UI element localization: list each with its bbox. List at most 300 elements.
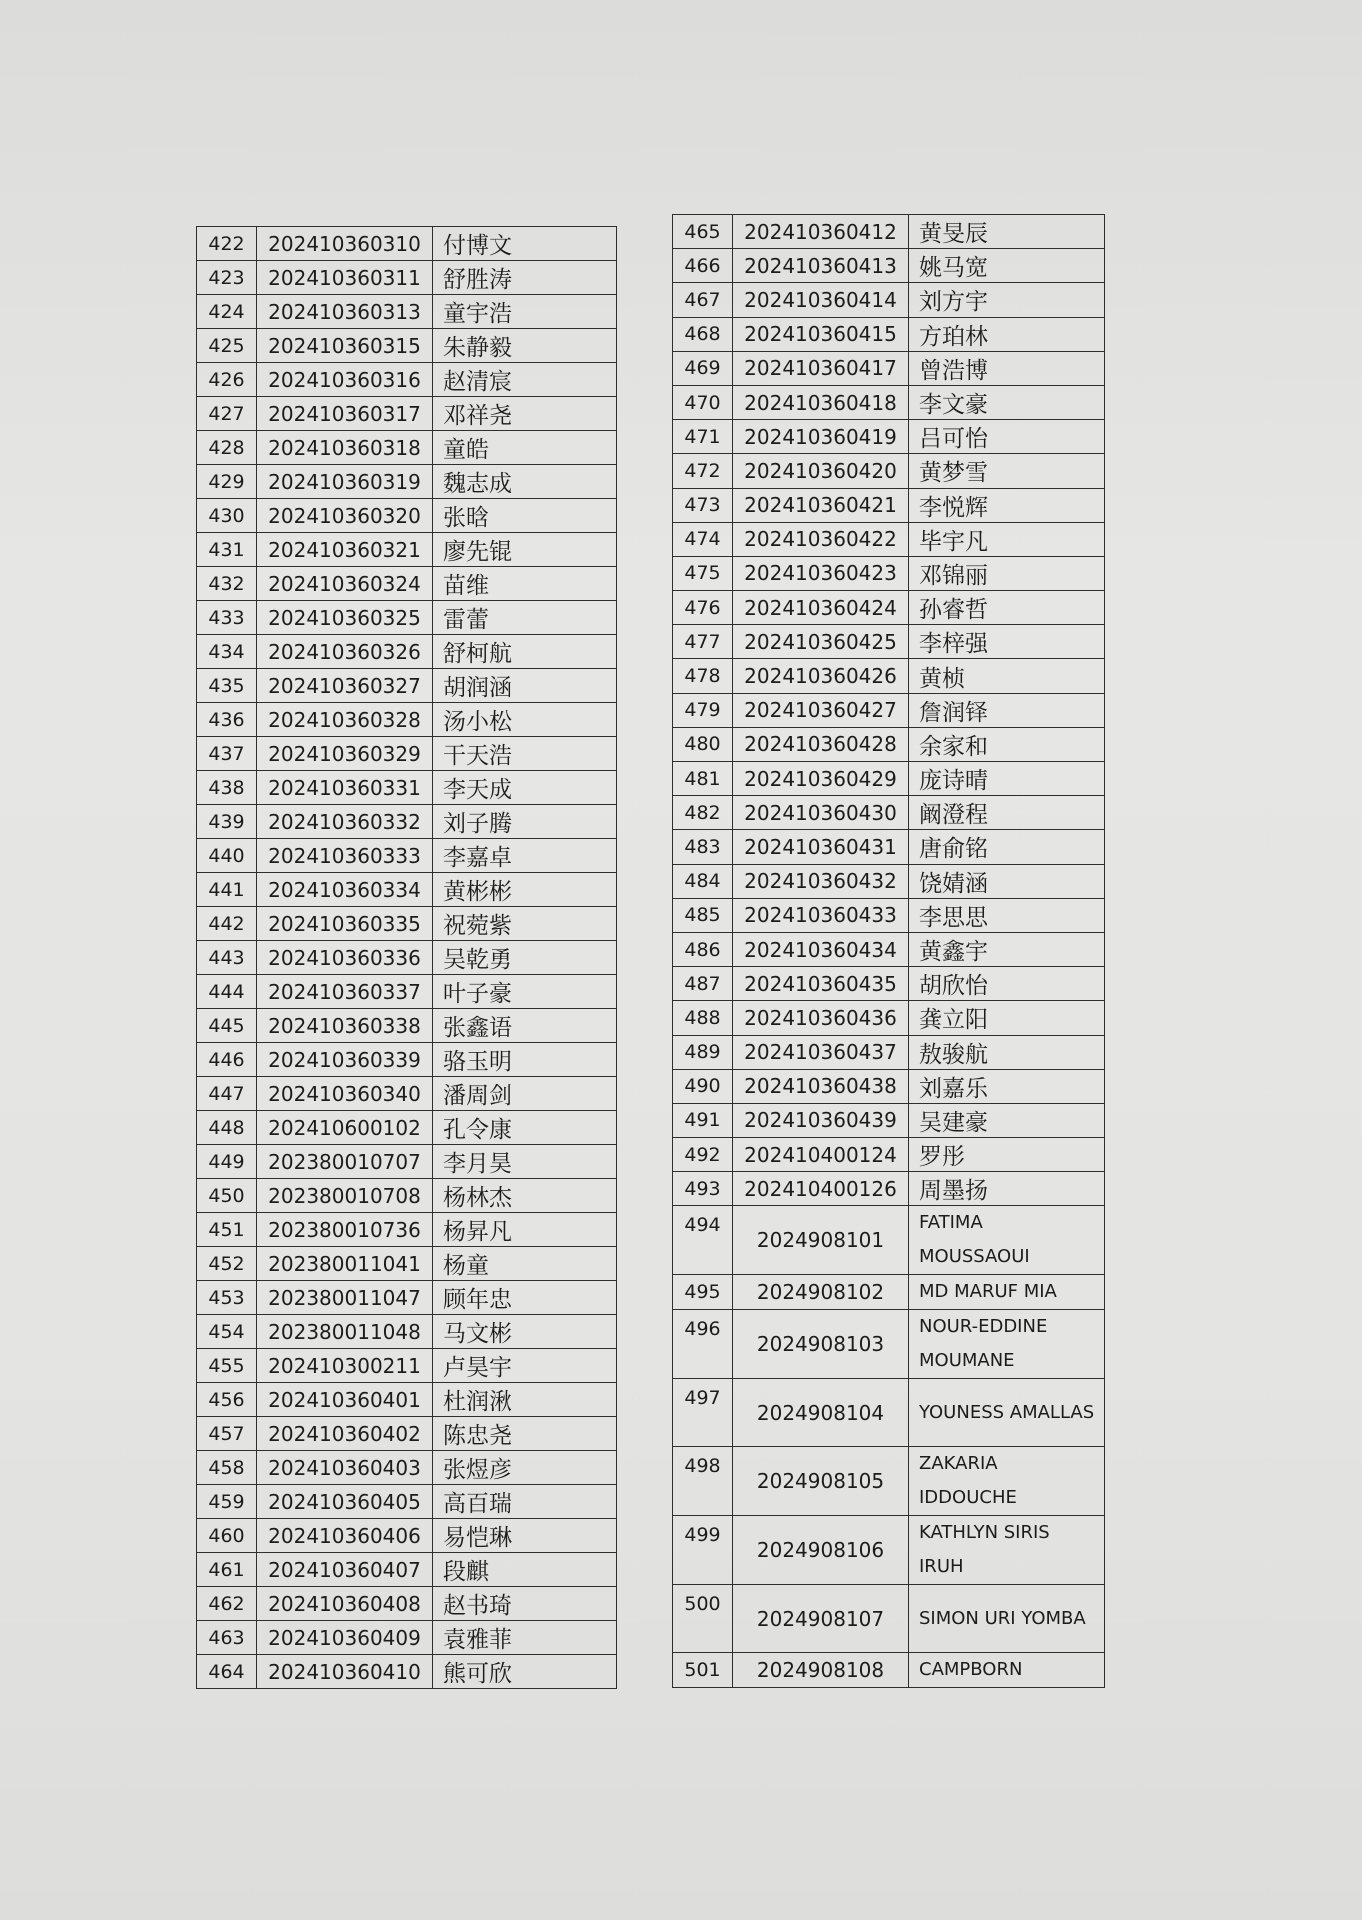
student-id: 202410360403 bbox=[257, 1451, 433, 1485]
row-number: 482 bbox=[673, 796, 733, 830]
student-id: 202410360331 bbox=[257, 771, 433, 805]
row-number: 498 bbox=[673, 1447, 733, 1516]
table-row bbox=[197, 1587, 617, 1621]
student-name: 杨昇凡 bbox=[433, 1213, 617, 1247]
table-row bbox=[197, 397, 617, 431]
row-number: 452 bbox=[197, 1247, 257, 1281]
row-number: 485 bbox=[673, 898, 733, 932]
row-number: 427 bbox=[197, 397, 257, 431]
student-name: 朱静毅 bbox=[433, 329, 617, 363]
table-row bbox=[197, 1451, 617, 1485]
row-number: 487 bbox=[673, 967, 733, 1001]
student-name: CAMPBORN bbox=[909, 1653, 1105, 1688]
table-row bbox=[673, 898, 1105, 932]
table-row bbox=[673, 1447, 1105, 1516]
student-name: 黄旻辰 bbox=[909, 215, 1105, 249]
table-row bbox=[673, 967, 1105, 1001]
table-row bbox=[673, 249, 1105, 283]
student-id: 202380011047 bbox=[257, 1281, 433, 1315]
row-number: 450 bbox=[197, 1179, 257, 1213]
row-number: 423 bbox=[197, 261, 257, 295]
row-number: 435 bbox=[197, 669, 257, 703]
student-id: 202380010708 bbox=[257, 1179, 433, 1213]
table-row bbox=[673, 1275, 1105, 1310]
table-row bbox=[197, 1383, 617, 1417]
student-id: 202410400126 bbox=[733, 1172, 909, 1206]
student-id: 202410600102 bbox=[257, 1111, 433, 1145]
row-number: 439 bbox=[197, 805, 257, 839]
student-id: 202410400124 bbox=[733, 1138, 909, 1172]
row-number: 472 bbox=[673, 454, 733, 488]
student-id: 202410360414 bbox=[733, 283, 909, 317]
student-name: 饶婧涵 bbox=[909, 864, 1105, 898]
row-number: 451 bbox=[197, 1213, 257, 1247]
table-row bbox=[673, 1653, 1105, 1688]
student-name: SIMON URI YOMBA bbox=[909, 1585, 1105, 1653]
student-name: 方珀林 bbox=[909, 317, 1105, 351]
student-name: 毕宇凡 bbox=[909, 522, 1105, 556]
student-id: 202410360336 bbox=[257, 941, 433, 975]
student-name: 阚澄程 bbox=[909, 796, 1105, 830]
student-name: 张煜彦 bbox=[433, 1451, 617, 1485]
table-row bbox=[673, 1206, 1105, 1275]
student-id: 202410360313 bbox=[257, 295, 433, 329]
row-number: 468 bbox=[673, 317, 733, 351]
table-row bbox=[673, 727, 1105, 761]
student-name: YOUNESS AMALLAS bbox=[909, 1379, 1105, 1447]
student-name: MD MARUF MIA bbox=[909, 1275, 1105, 1310]
row-number: 492 bbox=[673, 1138, 733, 1172]
row-number: 486 bbox=[673, 932, 733, 966]
student-name: 廖先锟 bbox=[433, 533, 617, 567]
student-name: 罗彤 bbox=[909, 1138, 1105, 1172]
student-id: 202410360332 bbox=[257, 805, 433, 839]
student-id: 202410360337 bbox=[257, 975, 433, 1009]
student-id: 202410360435 bbox=[733, 967, 909, 1001]
row-number: 478 bbox=[673, 659, 733, 693]
table-row bbox=[197, 1349, 617, 1383]
student-id: 2024908103 bbox=[733, 1310, 909, 1379]
row-number: 500 bbox=[673, 1585, 733, 1653]
student-id: 202410360310 bbox=[257, 227, 433, 261]
table-row bbox=[197, 1111, 617, 1145]
table-row bbox=[673, 351, 1105, 385]
student-name: 张晗 bbox=[433, 499, 617, 533]
student-id: 202410360426 bbox=[733, 659, 909, 693]
student-id: 202410360431 bbox=[733, 830, 909, 864]
row-number: 446 bbox=[197, 1043, 257, 1077]
student-id: 202410360429 bbox=[733, 762, 909, 796]
table-row bbox=[197, 533, 617, 567]
row-number: 428 bbox=[197, 431, 257, 465]
table-row bbox=[197, 295, 617, 329]
table-row bbox=[673, 283, 1105, 317]
student-id: 202410360413 bbox=[733, 249, 909, 283]
row-number: 458 bbox=[197, 1451, 257, 1485]
student-name: 熊可欣 bbox=[433, 1655, 617, 1689]
row-number: 461 bbox=[197, 1553, 257, 1587]
row-number: 444 bbox=[197, 975, 257, 1009]
student-name: 童皓 bbox=[433, 431, 617, 465]
student-id: 202410360327 bbox=[257, 669, 433, 703]
student-id: 202410360315 bbox=[257, 329, 433, 363]
student-id: 202410360311 bbox=[257, 261, 433, 295]
table-row bbox=[197, 805, 617, 839]
row-number: 454 bbox=[197, 1315, 257, 1349]
student-name: 马文彬 bbox=[433, 1315, 617, 1349]
table-row bbox=[673, 693, 1105, 727]
table-row bbox=[673, 454, 1105, 488]
row-number: 480 bbox=[673, 727, 733, 761]
table-row bbox=[197, 1417, 617, 1451]
table-row bbox=[673, 762, 1105, 796]
table-row bbox=[673, 1172, 1105, 1206]
table-row bbox=[673, 1138, 1105, 1172]
student-id: 202410360417 bbox=[733, 351, 909, 385]
table-row bbox=[197, 567, 617, 601]
row-number: 424 bbox=[197, 295, 257, 329]
table-row bbox=[197, 363, 617, 397]
row-number: 445 bbox=[197, 1009, 257, 1043]
table-row bbox=[197, 227, 617, 261]
row-number: 462 bbox=[197, 1587, 257, 1621]
student-id: 202410360430 bbox=[733, 796, 909, 830]
table-row bbox=[673, 215, 1105, 249]
student-name: 胡润涵 bbox=[433, 669, 617, 703]
row-number: 484 bbox=[673, 864, 733, 898]
student-id: 202410360433 bbox=[733, 898, 909, 932]
student-id: 202410360333 bbox=[257, 839, 433, 873]
student-name: 黄彬彬 bbox=[433, 873, 617, 907]
student-id: 202410360328 bbox=[257, 703, 433, 737]
table-row bbox=[197, 975, 617, 1009]
row-number: 441 bbox=[197, 873, 257, 907]
row-number: 494 bbox=[673, 1206, 733, 1275]
table-row bbox=[197, 1621, 617, 1655]
student-name: 吕可怡 bbox=[909, 420, 1105, 454]
row-number: 433 bbox=[197, 601, 257, 635]
student-name: 魏志成 bbox=[433, 465, 617, 499]
table-row bbox=[197, 669, 617, 703]
student-id: 202410360326 bbox=[257, 635, 433, 669]
row-number: 443 bbox=[197, 941, 257, 975]
student-name: 余家和 bbox=[909, 727, 1105, 761]
row-number: 489 bbox=[673, 1035, 733, 1069]
table-row bbox=[197, 1145, 617, 1179]
student-id: 202410360401 bbox=[257, 1383, 433, 1417]
table-row bbox=[673, 591, 1105, 625]
row-number: 483 bbox=[673, 830, 733, 864]
student-name: 龚立阳 bbox=[909, 1001, 1105, 1035]
table-row bbox=[673, 1310, 1105, 1379]
student-name: 吴建豪 bbox=[909, 1103, 1105, 1137]
table-row bbox=[197, 907, 617, 941]
student-name: 杨林杰 bbox=[433, 1179, 617, 1213]
row-number: 426 bbox=[197, 363, 257, 397]
student-name: 邓锦丽 bbox=[909, 556, 1105, 590]
student-name: 高百瑞 bbox=[433, 1485, 617, 1519]
student-name: 杜润湫 bbox=[433, 1383, 617, 1417]
row-number: 467 bbox=[673, 283, 733, 317]
student-id: 202410360317 bbox=[257, 397, 433, 431]
student-name: 庞诗晴 bbox=[909, 762, 1105, 796]
student-id: 202410360329 bbox=[257, 737, 433, 771]
student-id: 202410360421 bbox=[733, 488, 909, 522]
student-name: 李嘉卓 bbox=[433, 839, 617, 873]
table-row bbox=[197, 465, 617, 499]
student-id: 202410360402 bbox=[257, 1417, 433, 1451]
student-name: 汤小松 bbox=[433, 703, 617, 737]
row-number: 475 bbox=[673, 556, 733, 590]
row-number: 469 bbox=[673, 351, 733, 385]
student-name: 叶子豪 bbox=[433, 975, 617, 1009]
student-name: 李思思 bbox=[909, 898, 1105, 932]
student-id: 2024908102 bbox=[733, 1275, 909, 1310]
student-name: 陈忠尧 bbox=[433, 1417, 617, 1451]
table-row bbox=[197, 1213, 617, 1247]
row-number: 432 bbox=[197, 567, 257, 601]
table-row bbox=[673, 1516, 1105, 1585]
table-row bbox=[673, 1001, 1105, 1035]
student-id: 202410360423 bbox=[733, 556, 909, 590]
student-id: 2024908105 bbox=[733, 1447, 909, 1516]
row-number: 449 bbox=[197, 1145, 257, 1179]
table-row bbox=[197, 261, 617, 295]
student-id: 202380011041 bbox=[257, 1247, 433, 1281]
student-name: 李悦辉 bbox=[909, 488, 1105, 522]
student-name: 邓祥尧 bbox=[433, 397, 617, 431]
student-id: 202410360325 bbox=[257, 601, 433, 635]
student-table-left bbox=[196, 226, 617, 1689]
student-name: 张鑫语 bbox=[433, 1009, 617, 1043]
row-number: 491 bbox=[673, 1103, 733, 1137]
student-id: 202410360415 bbox=[733, 317, 909, 351]
student-id: 202410360420 bbox=[733, 454, 909, 488]
table-row bbox=[673, 1069, 1105, 1103]
student-name: 干天浩 bbox=[433, 737, 617, 771]
row-number: 490 bbox=[673, 1069, 733, 1103]
row-number: 496 bbox=[673, 1310, 733, 1379]
row-number: 430 bbox=[197, 499, 257, 533]
student-name: 骆玉明 bbox=[433, 1043, 617, 1077]
student-name: 段麒 bbox=[433, 1553, 617, 1587]
student-id: 202410360338 bbox=[257, 1009, 433, 1043]
row-number: 463 bbox=[197, 1621, 257, 1655]
student-table-right bbox=[672, 214, 1105, 1688]
student-name: 顾年忠 bbox=[433, 1281, 617, 1315]
student-name: 李天成 bbox=[433, 771, 617, 805]
row-number: 499 bbox=[673, 1516, 733, 1585]
table-row bbox=[197, 499, 617, 533]
table-row bbox=[197, 1077, 617, 1111]
student-name: 童宇浩 bbox=[433, 295, 617, 329]
row-number: 493 bbox=[673, 1172, 733, 1206]
row-number: 453 bbox=[197, 1281, 257, 1315]
table-row bbox=[197, 329, 617, 363]
student-name: 吴乾勇 bbox=[433, 941, 617, 975]
student-name: 姚马宽 bbox=[909, 249, 1105, 283]
student-id: 202410360436 bbox=[733, 1001, 909, 1035]
row-number: 429 bbox=[197, 465, 257, 499]
table-row bbox=[197, 635, 617, 669]
table-row bbox=[673, 556, 1105, 590]
table-row bbox=[673, 1379, 1105, 1447]
row-number: 455 bbox=[197, 1349, 257, 1383]
student-id: 202410360412 bbox=[733, 215, 909, 249]
row-number: 470 bbox=[673, 385, 733, 419]
student-id: 2024908104 bbox=[733, 1379, 909, 1447]
row-number: 436 bbox=[197, 703, 257, 737]
table-row bbox=[197, 771, 617, 805]
table-row bbox=[197, 703, 617, 737]
table-row bbox=[197, 1655, 617, 1689]
student-table-left-body bbox=[197, 227, 617, 1689]
student-name: 卢昊宇 bbox=[433, 1349, 617, 1383]
student-id: 2024908107 bbox=[733, 1585, 909, 1653]
student-table-right-body bbox=[673, 215, 1105, 1688]
student-id: 202410360318 bbox=[257, 431, 433, 465]
student-name: 付博文 bbox=[433, 227, 617, 261]
student-id: 202410360406 bbox=[257, 1519, 433, 1553]
row-number: 460 bbox=[197, 1519, 257, 1553]
table-row bbox=[197, 1281, 617, 1315]
student-name: NOUR-EDDINE MOUMANE bbox=[909, 1310, 1105, 1379]
table-row bbox=[197, 839, 617, 873]
student-id: 202410360427 bbox=[733, 693, 909, 727]
row-number: 456 bbox=[197, 1383, 257, 1417]
student-name: 唐俞铭 bbox=[909, 830, 1105, 864]
row-number: 471 bbox=[673, 420, 733, 454]
student-id: 2024908106 bbox=[733, 1516, 909, 1585]
student-name: 赵清宸 bbox=[433, 363, 617, 397]
row-number: 488 bbox=[673, 1001, 733, 1035]
table-row bbox=[673, 864, 1105, 898]
student-id: 202410360419 bbox=[733, 420, 909, 454]
student-id: 202410360340 bbox=[257, 1077, 433, 1111]
row-number: 497 bbox=[673, 1379, 733, 1447]
student-id: 202410360405 bbox=[257, 1485, 433, 1519]
student-name: 黄桢 bbox=[909, 659, 1105, 693]
student-id: 202410360339 bbox=[257, 1043, 433, 1077]
table-row bbox=[197, 941, 617, 975]
table-row bbox=[673, 385, 1105, 419]
row-number: 425 bbox=[197, 329, 257, 363]
table-row bbox=[673, 420, 1105, 454]
row-number: 434 bbox=[197, 635, 257, 669]
student-id: 202410360422 bbox=[733, 522, 909, 556]
row-number: 431 bbox=[197, 533, 257, 567]
table-row bbox=[673, 1103, 1105, 1137]
student-name: 孙睿哲 bbox=[909, 591, 1105, 625]
student-name: 詹润铎 bbox=[909, 693, 1105, 727]
row-number: 495 bbox=[673, 1275, 733, 1310]
student-name: 孔令康 bbox=[433, 1111, 617, 1145]
table-row bbox=[673, 796, 1105, 830]
row-number: 473 bbox=[673, 488, 733, 522]
student-id: 202410360437 bbox=[733, 1035, 909, 1069]
row-number: 501 bbox=[673, 1653, 733, 1688]
student-name: FATIMA MOUSSAOUI bbox=[909, 1206, 1105, 1275]
student-name: 舒柯航 bbox=[433, 635, 617, 669]
table-row bbox=[673, 1035, 1105, 1069]
table-row bbox=[197, 1553, 617, 1587]
row-number: 440 bbox=[197, 839, 257, 873]
student-name: 潘周剑 bbox=[433, 1077, 617, 1111]
table-row bbox=[673, 932, 1105, 966]
student-name: 黄梦雪 bbox=[909, 454, 1105, 488]
row-number: 466 bbox=[673, 249, 733, 283]
table-row bbox=[673, 1585, 1105, 1653]
row-number: 464 bbox=[197, 1655, 257, 1689]
row-number: 448 bbox=[197, 1111, 257, 1145]
student-name: 李文豪 bbox=[909, 385, 1105, 419]
student-name: 袁雅菲 bbox=[433, 1621, 617, 1655]
table-row bbox=[673, 317, 1105, 351]
table-row bbox=[673, 625, 1105, 659]
row-number: 481 bbox=[673, 762, 733, 796]
student-id: 202410360324 bbox=[257, 567, 433, 601]
student-name: 易恺琳 bbox=[433, 1519, 617, 1553]
row-number: 442 bbox=[197, 907, 257, 941]
student-name: 黄鑫宇 bbox=[909, 932, 1105, 966]
student-name: 敖骏航 bbox=[909, 1035, 1105, 1069]
table-row bbox=[197, 431, 617, 465]
student-name: 雷蕾 bbox=[433, 601, 617, 635]
student-name: 李月昊 bbox=[433, 1145, 617, 1179]
student-id: 202410360408 bbox=[257, 1587, 433, 1621]
table-row bbox=[197, 873, 617, 907]
row-number: 465 bbox=[673, 215, 733, 249]
student-id: 202410360320 bbox=[257, 499, 433, 533]
row-number: 459 bbox=[197, 1485, 257, 1519]
table-row bbox=[197, 1519, 617, 1553]
table-row bbox=[197, 1315, 617, 1349]
student-name: 刘嘉乐 bbox=[909, 1069, 1105, 1103]
table-row bbox=[197, 601, 617, 635]
student-name: KATHLYN SIRIS IRUH bbox=[909, 1516, 1105, 1585]
table-row bbox=[197, 1179, 617, 1213]
student-id: 202410360334 bbox=[257, 873, 433, 907]
student-name: 舒胜涛 bbox=[433, 261, 617, 295]
student-id: 202410360410 bbox=[257, 1655, 433, 1689]
table-row bbox=[197, 1485, 617, 1519]
table-row bbox=[673, 522, 1105, 556]
table-row bbox=[673, 659, 1105, 693]
student-id: 2024908101 bbox=[733, 1206, 909, 1275]
row-number: 476 bbox=[673, 591, 733, 625]
student-id: 202410360409 bbox=[257, 1621, 433, 1655]
student-name: 李梓强 bbox=[909, 625, 1105, 659]
student-id: 202380010707 bbox=[257, 1145, 433, 1179]
student-id: 202410360319 bbox=[257, 465, 433, 499]
student-id: 202380011048 bbox=[257, 1315, 433, 1349]
table-row bbox=[673, 488, 1105, 522]
student-name: 刘子腾 bbox=[433, 805, 617, 839]
student-id: 202410360321 bbox=[257, 533, 433, 567]
student-name: 周墨扬 bbox=[909, 1172, 1105, 1206]
student-id: 202410360316 bbox=[257, 363, 433, 397]
student-id: 202410360432 bbox=[733, 864, 909, 898]
student-name: 曾浩博 bbox=[909, 351, 1105, 385]
student-id: 202410360425 bbox=[733, 625, 909, 659]
student-id: 2024908108 bbox=[733, 1653, 909, 1688]
student-name: 苗维 bbox=[433, 567, 617, 601]
student-id: 202380010736 bbox=[257, 1213, 433, 1247]
row-number: 437 bbox=[197, 737, 257, 771]
table-row bbox=[197, 1043, 617, 1077]
student-id: 202410360418 bbox=[733, 385, 909, 419]
row-number: 477 bbox=[673, 625, 733, 659]
